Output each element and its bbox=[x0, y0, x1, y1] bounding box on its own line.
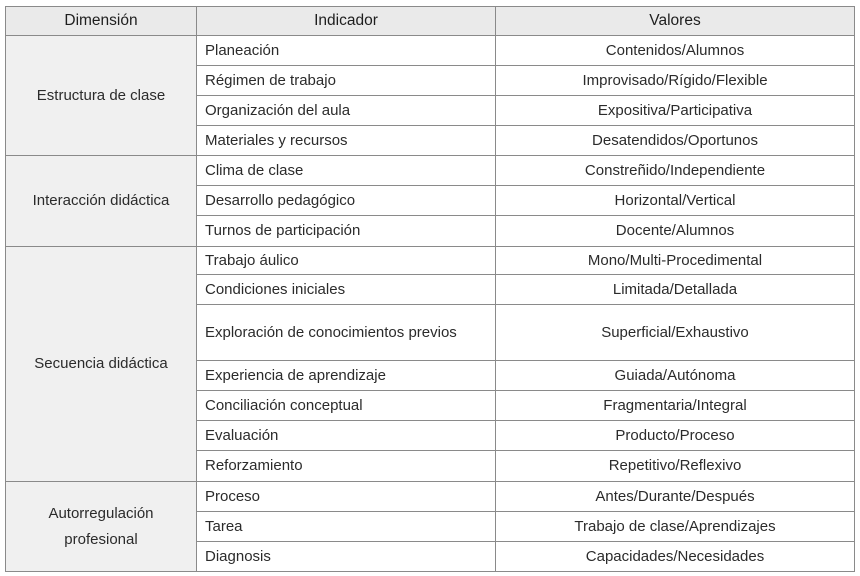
indicator-cell: Conciliación conceptual bbox=[197, 391, 496, 421]
values-cell: Desatendidos/Oportunos bbox=[496, 126, 855, 156]
indicator-cell: Planeación bbox=[197, 36, 496, 66]
values-cell: Repetitivo/Reflexivo bbox=[496, 451, 855, 482]
values-cell: Fragmentaria/Integral bbox=[496, 391, 855, 421]
indicator-cell: Proceso bbox=[197, 482, 496, 512]
values-cell: Guiada/Autónoma bbox=[496, 361, 855, 391]
values-cell: Mono/Multi-Procedimental bbox=[496, 247, 855, 275]
dimension-cell: Secuencia didáctica bbox=[6, 247, 197, 482]
table-body bbox=[6, 36, 855, 572]
header-row bbox=[6, 7, 855, 36]
indicator-cell: Régimen de trabajo bbox=[197, 66, 496, 96]
values-cell: Expositiva/Participativa bbox=[496, 96, 855, 126]
table-row bbox=[6, 36, 855, 66]
dimension-indicator-table bbox=[5, 6, 855, 572]
values-cell: Trabajo de clase/Aprendizajes bbox=[496, 512, 855, 542]
values-cell: Superficial/Exhaustivo bbox=[496, 305, 855, 361]
indicator-cell: Clima de clase bbox=[197, 156, 496, 186]
values-cell: Capacidades/Necesidades bbox=[496, 542, 855, 572]
indicator-cell: Reforzamiento bbox=[197, 451, 496, 482]
header-dimension: Dimensión bbox=[6, 7, 197, 36]
indicator-cell: Trabajo áulico bbox=[197, 247, 496, 275]
values-cell: Producto/Proceso bbox=[496, 421, 855, 451]
indicator-cell: Exploración de conocimientos previos bbox=[197, 305, 496, 361]
values-cell: Constreñido/Independiente bbox=[496, 156, 855, 186]
values-cell: Antes/Durante/Después bbox=[496, 482, 855, 512]
indicator-cell: Materiales y recursos bbox=[197, 126, 496, 156]
indicator-cell: Organización del aula bbox=[197, 96, 496, 126]
indicator-cell: Desarrollo pedagógico bbox=[197, 186, 496, 216]
values-cell: Limitada/Detallada bbox=[496, 275, 855, 305]
indicator-cell: Condiciones iniciales bbox=[197, 275, 496, 305]
table-row bbox=[6, 482, 855, 512]
header-values: Valores bbox=[496, 7, 855, 36]
header-indicator: Indicador bbox=[197, 7, 496, 36]
indicator-cell: Experiencia de aprendizaje bbox=[197, 361, 496, 391]
dimension-cell: Autorregulación profesional bbox=[6, 482, 197, 572]
table-row bbox=[6, 247, 855, 275]
values-cell: Contenidos/Alumnos bbox=[496, 36, 855, 66]
dimension-cell: Interacción didáctica bbox=[6, 156, 197, 247]
values-cell: Improvisado/Rígido/Flexible bbox=[496, 66, 855, 96]
indicator-cell: Turnos de participación bbox=[197, 216, 496, 247]
indicator-cell: Diagnosis bbox=[197, 542, 496, 572]
dimension-cell: Estructura de clase bbox=[6, 36, 197, 156]
indicator-cell: Tarea bbox=[197, 512, 496, 542]
values-cell: Docente/Alumnos bbox=[496, 216, 855, 247]
table-row bbox=[6, 156, 855, 186]
indicator-cell: Evaluación bbox=[197, 421, 496, 451]
values-cell: Horizontal/Vertical bbox=[496, 186, 855, 216]
